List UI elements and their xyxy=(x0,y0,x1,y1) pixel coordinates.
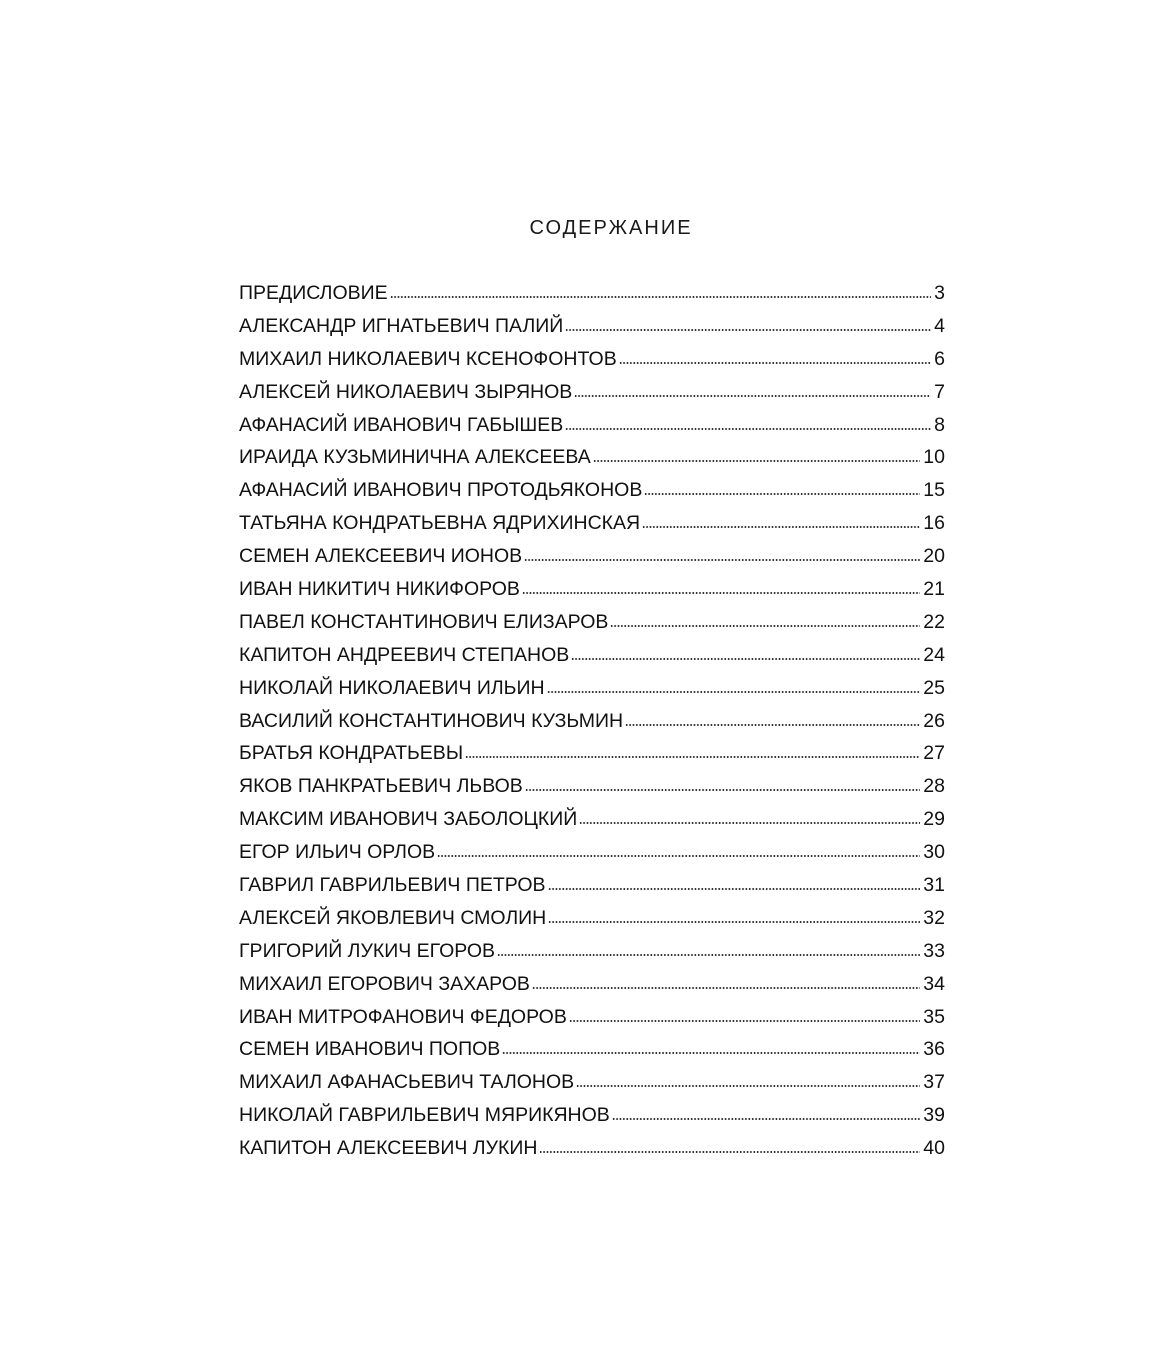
table-of-contents xyxy=(239,277,945,1165)
toc-entry-label: ПРЕДИСЛОВИЕ xyxy=(239,282,388,304)
dot-leader xyxy=(502,1052,920,1054)
toc-entry-page-number: 37 xyxy=(923,1071,945,1094)
toc-entry-page-number: 3 xyxy=(934,282,945,304)
toc-entry[interactable] xyxy=(239,836,945,869)
toc-entry-page-number: 24 xyxy=(923,643,945,666)
toc-entry[interactable] xyxy=(239,770,945,803)
toc-entry[interactable] xyxy=(239,409,945,442)
toc-entry[interactable] xyxy=(239,1132,945,1165)
toc-entry[interactable] xyxy=(239,474,945,507)
toc-entry-page-number: 27 xyxy=(923,742,945,765)
toc-entry-label: НИКОЛАЙ ГАВРИЛЬЕВИЧ МЯРИКЯНОВ xyxy=(239,1104,610,1127)
toc-entry[interactable] xyxy=(239,1033,945,1066)
dot-leader xyxy=(539,1151,920,1153)
dot-leader xyxy=(642,526,920,528)
toc-entry[interactable] xyxy=(239,441,945,474)
toc-entry-page-number: 36 xyxy=(923,1038,945,1061)
toc-entry-page-number: 15 xyxy=(923,479,945,502)
toc-entry-page-number: 8 xyxy=(934,413,945,436)
dot-leader xyxy=(565,428,931,430)
toc-entry-label: НИКОЛАЙ НИКОЛАЕВИЧ ИЛЬИН xyxy=(239,676,545,699)
toc-entry[interactable] xyxy=(239,968,945,1001)
toc-entry-label: АФАНАСИЙ ИВАНОВИЧ ГАБЫШЕВ xyxy=(239,413,564,436)
toc-entry[interactable] xyxy=(239,376,945,409)
toc-entry[interactable] xyxy=(239,310,945,343)
dot-leader xyxy=(532,987,920,989)
toc-entry-page-number: 39 xyxy=(923,1104,945,1127)
toc-entry[interactable] xyxy=(239,1066,945,1099)
toc-entry[interactable] xyxy=(239,935,945,968)
dot-leader xyxy=(576,1085,920,1087)
toc-entry-label: МИХАИЛ НИКОЛАЕВИЧ КСЕНОФОНТОВ xyxy=(239,347,617,370)
toc-entry-page-number: 7 xyxy=(934,380,945,403)
toc-entry[interactable] xyxy=(239,507,945,540)
toc-entry-label: БРАТЬЯ КОНДРАТЬЕВЫ xyxy=(239,742,464,765)
toc-entry-page-number: 21 xyxy=(923,578,945,601)
toc-entry-label: АЛЕКСАНДР ИГНАТЬЕВИЧ ПАЛИЙ xyxy=(239,314,564,337)
toc-entry-page-number: 20 xyxy=(923,545,945,568)
toc-entry-label: СЕМЕН ИВАНОВИЧ ПОПОВ xyxy=(239,1038,501,1061)
toc-entry-label: ТАТЬЯНА КОНДРАТЬЕВНА ЯДРИХИНСКАЯ xyxy=(239,512,641,535)
toc-entry[interactable] xyxy=(239,343,945,376)
toc-entry-page-number: 22 xyxy=(923,610,945,633)
toc-entry-page-number: 26 xyxy=(923,709,945,732)
dot-leader xyxy=(579,822,920,824)
toc-entry[interactable] xyxy=(239,606,945,639)
toc-entry-label: ЯКОВ ПАНКРАТЬЕВИЧ ЛЬВОВ xyxy=(239,775,523,798)
toc-entry-page-number: 25 xyxy=(923,676,945,699)
dot-leader xyxy=(522,592,920,594)
toc-entry-label: АЛЕКСЕЙ ЯКОВЛЕВИЧ СМОЛИН xyxy=(239,906,547,929)
page-title: СОДЕРЖАНИЕ xyxy=(529,217,693,239)
toc-entry-label: ГАВРИЛ ГАВРИЛЬЕВИЧ ПЕТРОВ xyxy=(239,874,546,897)
toc-entry-label: ИВАН МИТРОФАНОВИЧ ФЕДОРОВ xyxy=(239,1005,567,1028)
toc-entry[interactable] xyxy=(239,1099,945,1132)
toc-entry[interactable] xyxy=(239,902,945,935)
toc-entry-label: ПАВЕЛ КОНСТАНТИНОВИЧ ЕЛИЗАРОВ xyxy=(239,610,609,633)
toc-entry-page-number: 30 xyxy=(923,841,945,864)
dot-leader xyxy=(497,954,920,956)
dot-leader xyxy=(610,625,920,627)
dot-leader xyxy=(547,691,921,693)
toc-entry-label: ИВАН НИКИТИЧ НИКИФОРОВ xyxy=(239,578,520,601)
toc-entry-label: ГРИГОРИЙ ЛУКИЧ ЕГОРОВ xyxy=(239,939,496,962)
toc-entry-page-number: 35 xyxy=(923,1005,945,1028)
toc-entry[interactable] xyxy=(239,705,945,738)
toc-entry-page-number: 4 xyxy=(934,314,945,337)
dot-leader xyxy=(644,493,920,495)
toc-entry[interactable] xyxy=(239,803,945,836)
toc-entry-label: ЕГОР ИЛЬИЧ ОРЛОВ xyxy=(239,841,436,864)
toc-entry-page-number: 33 xyxy=(923,939,945,962)
dot-leader xyxy=(593,460,921,462)
dot-leader xyxy=(525,789,921,791)
toc-entry-page-number: 28 xyxy=(923,775,945,798)
toc-entry[interactable] xyxy=(239,737,945,770)
toc-entry-label: МАКСИМ ИВАНОВИЧ ЗАБОЛОЦКИЙ xyxy=(239,808,578,831)
toc-entry-label: АФАНАСИЙ ИВАНОВИЧ ПРОТОДЬЯКОНОВ xyxy=(239,479,643,502)
dot-leader xyxy=(548,888,921,890)
toc-entry-page-number: 32 xyxy=(923,906,945,929)
dot-leader xyxy=(465,756,920,758)
dot-leader xyxy=(565,329,931,331)
toc-entry[interactable] xyxy=(239,573,945,606)
dot-leader xyxy=(571,658,920,660)
dot-leader xyxy=(612,1118,921,1120)
dot-leader xyxy=(524,559,920,561)
toc-entry-label: АЛЕКСЕЙ НИКОЛАЕВИЧ ЗЫРЯНОВ xyxy=(239,380,573,403)
dot-leader xyxy=(625,724,920,726)
toc-entry-label: СЕМЕН АЛЕКСЕЕВИЧ ИОНОВ xyxy=(239,545,523,568)
toc-entry-page-number: 6 xyxy=(934,347,945,370)
dot-leader xyxy=(548,921,920,923)
toc-entry-label: ИРАИДА КУЗЬМИНИЧНА АЛЕКСЕЕВА xyxy=(239,446,591,469)
toc-entry-page-number: 31 xyxy=(923,874,945,897)
dot-leader xyxy=(574,395,931,397)
toc-entry[interactable] xyxy=(239,540,945,573)
toc-entry-page-number: 40 xyxy=(923,1137,945,1160)
dot-leader xyxy=(437,855,920,857)
toc-entry-label: ВАСИЛИЙ КОНСТАНТИНОВИЧ КУЗЬМИН xyxy=(239,709,624,732)
dot-leader xyxy=(619,362,931,364)
toc-entry[interactable] xyxy=(239,1001,945,1034)
toc-entry-label: МИХАИЛ АФАНАСЬЕВИЧ ТАЛОНОВ xyxy=(239,1071,575,1094)
toc-entry-label: МИХАИЛ ЕГОРОВИЧ ЗАХАРОВ xyxy=(239,972,530,995)
toc-entry-page-number: 16 xyxy=(923,512,945,535)
toc-entry[interactable] xyxy=(239,639,945,672)
toc-entry[interactable] xyxy=(239,869,945,902)
toc-entry-page-number: 29 xyxy=(923,808,945,831)
toc-entry[interactable] xyxy=(239,672,945,705)
dot-leader xyxy=(390,296,931,298)
toc-entry[interactable] xyxy=(239,277,945,310)
toc-entry-label: КАПИТОН АЛЕКСЕЕВИЧ ЛУКИН xyxy=(239,1137,538,1160)
toc-entry-page-number: 34 xyxy=(923,972,945,995)
toc-entry-label: КАПИТОН АНДРЕЕВИЧ СТЕПАНОВ xyxy=(239,643,570,666)
dot-leader xyxy=(569,1020,920,1022)
toc-entry-page-number: 10 xyxy=(923,446,945,469)
